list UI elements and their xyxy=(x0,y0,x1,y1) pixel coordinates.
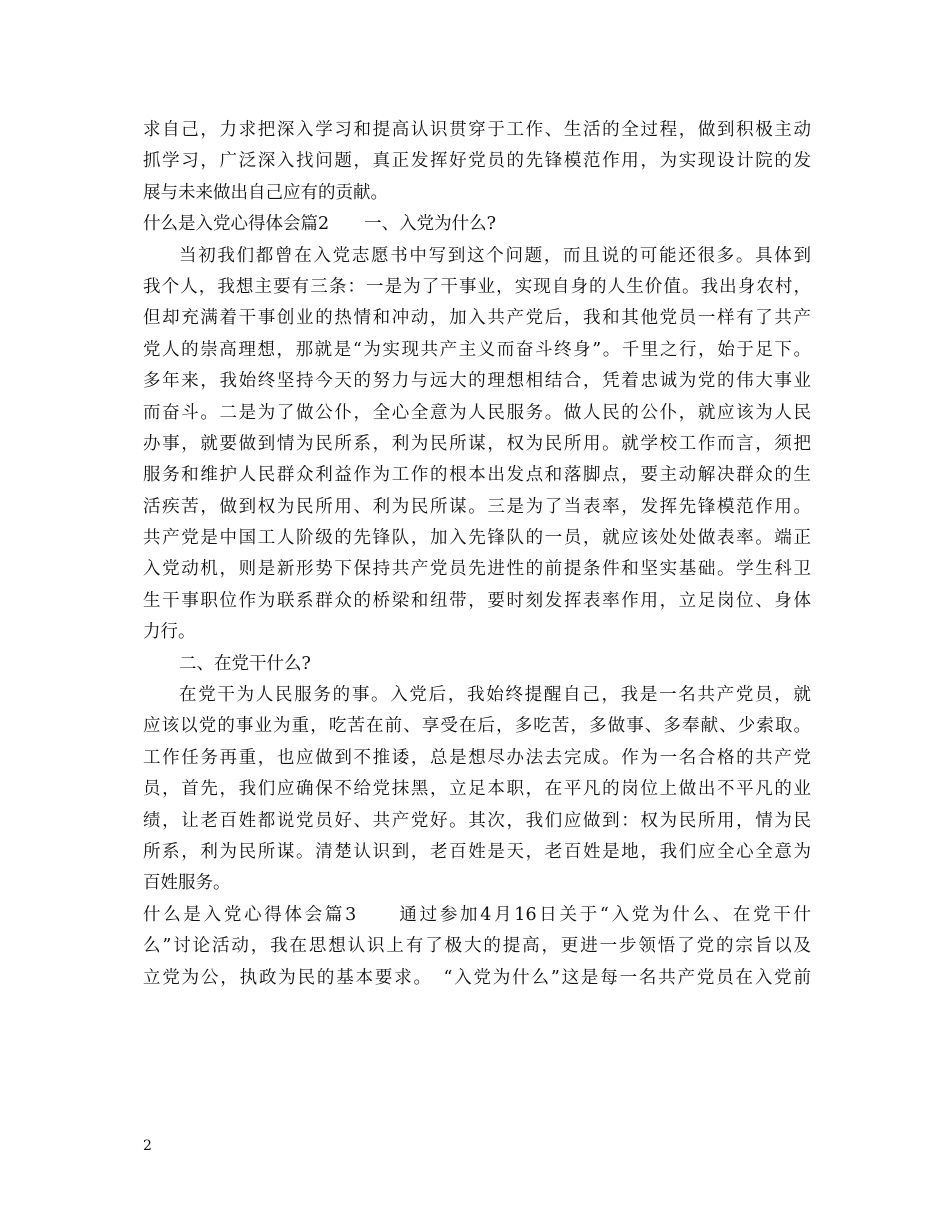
text-line: 党人的崇高理想，那就是“为实现共产主义而奋斗终身”。千里之行，始于足下。 xyxy=(143,339,811,360)
text-line: 办事，就要做到情为民所系，利为民所谋，权为民所用。就学校工作而言，须把 xyxy=(143,433,811,454)
text-line: 服务和维护人民群众利益作为工作的根本出发点和落脚点，要主动解决群众的生 xyxy=(143,465,811,486)
page-number: 2 xyxy=(143,1138,152,1154)
text-line: 但却充满着干事创业的热情和冲动，加入共产党后，我和其他党员一样有了共产 xyxy=(143,308,811,329)
text-line: 么”讨论活动，我在思想认识上有了极大的提高，更进一步领悟了党的宗旨以及 xyxy=(143,936,811,957)
text-line: 生干事职位作为联系群众的桥梁和纽带，要时刻发挥表率作用，立足岗位、身体 xyxy=(143,590,811,611)
text-line: 求自己，力求把深入学习和提高认识贯穿于工作、生活的全过程，做到积极主动 xyxy=(143,120,811,140)
text-line: 活疾苦，做到权为民所用、利为民所谋。三是为了当表率，发挥先锋模范作用。 xyxy=(143,496,811,517)
text-line: 立党为公，执政为民的基本要求。 “入党为什么”这是每一名共产党员在入党前 xyxy=(143,967,811,988)
document-body xyxy=(143,115,811,994)
text-line: 二、在党干什么? xyxy=(179,653,311,674)
text-line: 工作任务再重，也应做到不推诿，总是想尽办法去完成。作为一名合格的共产党 xyxy=(143,747,811,768)
text-line: 什么是入党心得体会篇2 一、入党为什么? xyxy=(143,214,497,235)
text-line: 多年来，我始终坚持今天的努力与远大的理想相结合，凭着忠诚为党的伟大事业 xyxy=(143,371,811,392)
text-line: 入党动机，则是新形势下保持共产党员先进性的前提条件和坚实基础。学生科卫 xyxy=(143,559,811,580)
text-line: 绩，让老百姓都说党员好、共产党好。其次，我们应做到：权为民所用，情为民 xyxy=(143,810,811,831)
text-line: 应该以党的事业为重，吃苦在前、享受在后，多吃苦，多做事、多奉献、少索取。 xyxy=(143,716,811,737)
text-line: 员，首先，我们应确保不给党抹黑，立足本职，在平凡的岗位上做出不平凡的业 xyxy=(143,779,811,800)
text-line: 所系，利为民所谋。清楚认识到，老百姓是天，老百姓是地，我们应全心全意为 xyxy=(143,841,811,862)
text-line: 力行。 xyxy=(143,622,196,643)
text-line: 在党干为人民服务的事。入党后，我始终提醒自己，我是一名共产党员，就 xyxy=(179,685,811,706)
text-line: 展与未来做出自己应有的贡献。 xyxy=(143,182,388,203)
text-line: 抓学习，广泛深入找问题，真正发挥好党员的先锋模范作用，为实现设计院的发 xyxy=(143,151,811,172)
text-line: 什么是入党心得体会篇3 通过参加4月16日关于“入党为什么、在党干什 xyxy=(143,904,811,925)
text-line: 百姓服务。 xyxy=(143,873,231,894)
text-line: 而奋斗。二是为了做公仆，全心全意为人民服务。做人民的公仆，就应该为人民 xyxy=(143,402,811,423)
text-line: 共产党是中国工人阶级的先锋队，加入先锋队的一员，就应该处处做表率。端正 xyxy=(143,528,811,549)
text-line: 我个人，我想主要有三条：一是为了干事业，实现自身的人生价值。我出身农村， xyxy=(143,276,811,297)
text-line: 当初我们都曾在入党志愿书中写到这个问题，而且说的可能还很多。具体到 xyxy=(179,245,811,266)
